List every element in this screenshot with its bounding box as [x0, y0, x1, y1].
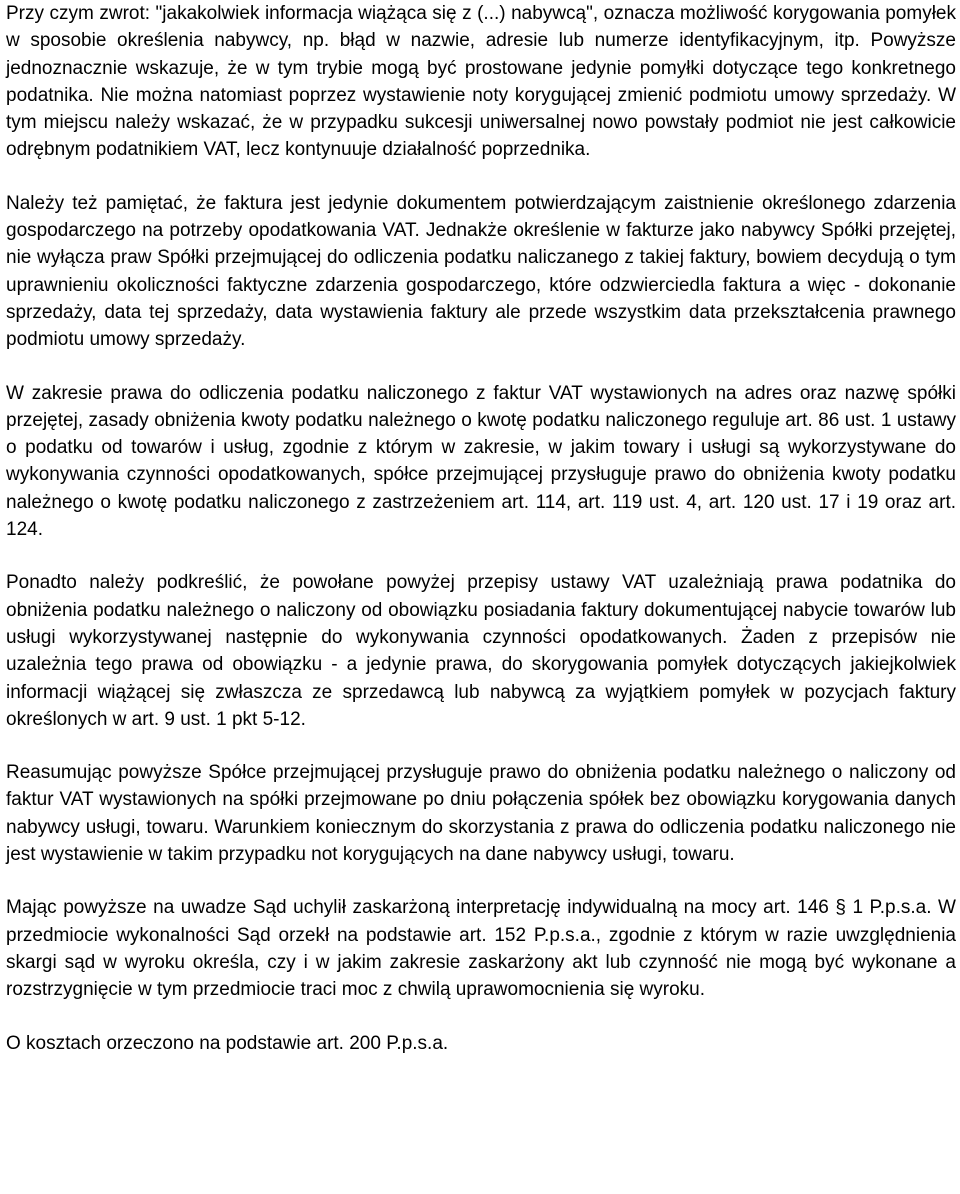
paragraph-3: W zakresie prawa do odliczenia podatku naliczonego z faktur VAT wystawionych na adres oraz nazwę spółki przejętej, zasady obniżenia kwoty podatku należnego o kwotę podatku naliczonego reguluje art. 86 ust. 1 ustawy o podatku od towarów i usług, zgodnie z którym w zakresie, w jakim towary i usługi są wykorzystywane do wykonywania czynności opodatkowanych, spółce przejmującej przysługuje prawo do obniżenia kwoty podatku należnego o kwotę podatku naliczonego z zastrzeżeniem art. 114, art. 119 ust. 4, art. 120 ust. 17 i 19 oraz art. 124.	[6, 382, 956, 541]
paragraph-6: Mając powyższe na uwadze Sąd uchylił zaskarżoną interpretację indywidualną na mocy art. 146 § 1 P.p.s.a. W przedmiocie wykonalności Sąd orzekł na podstawie art. 152 P.p.s.a., zgodnie z którym w razie uwzględnienia skargi sąd w wyroku określa, czy i w jakim zakresie zaskarżony akt lub czynność nie mogą być wykonane a rozstrzygnięcie w tym przedmiocie traci moc z chwilą uprawomocnienia się wyroku.	[6, 897, 956, 1001]
paragraph-2: Należy też pamiętać, że faktura jest jedynie dokumentem potwierdzającym zaistnienie określonego zdarzenia gospodarczego na potrzeby opodatkowania VAT. Jednakże określenie w fakturze jako nabywcy Spółki przejętej, nie wyłącza praw Spółki przejmującej do odliczenia podatku naliczanego z takiej faktury, bowiem decydują o tym uprawnieniu okoliczności faktyczne zdarzenia gospodarczego, które odzwierciedla faktura a więc - dokonanie sprzedaży, data tej sprzedaży, data wystawienia faktury ale przede wszystkim data przekształcenia prawnego podmiotu umowy sprzedaży.	[6, 192, 956, 351]
paragraph-4: Ponadto należy podkreślić, że powołane powyżej przepisy ustawy VAT uzależniają prawa podatnika do obniżenia podatku należnego o naliczony od obowiązku posiadania faktury dokumentującej nabycie towarów lub usługi wykorzystywanej następnie do wykonywania czynności opodatkowanych. Żaden z przepisów nie uzależnia tego prawa od obowiązku - a jedynie prawa, do skorygowania pomyłek dotyczących jakiejkolwiek informacji wiążącej się zwłaszcza ze sprzedawcą lub nabywcą za wyjątkiem pomyłek w pozycjach faktury określonych w art. 9 ust. 1 pkt 5-12.	[6, 572, 956, 730]
paragraph-5: Reasumując powyższe Spółce przejmującej przysługuje prawo do obniżenia podatku należnego o naliczony od faktur VAT wystawionych na spółki przejmowane po dniu połączenia spółek bez obowiązku korygowania danych nabywcy usługi, towaru. Warunkiem koniecznym do skorzystania z prawa do odliczenia podatku naliczonego nie jest wystawienie w takim przypadku not korygujących na dane nabywcy usługi, towaru.	[6, 762, 956, 866]
paragraph-7: O kosztach orzeczono na podstawie art. 200 P.p.s.a.	[6, 1032, 449, 1054]
document-page	[6, 0, 956, 1057]
paragraph-1: Przy czym zwrot: "jakakolwiek informacja wiążąca się z (...) nabywcą", oznacza możliwość korygowania pomyłek w sposobie określenia nabywcy, np. błąd w nazwie, adresie lub numerze identyfikacyjnym, itp. Powyższe jednoznacznie wskazuje, że w tym trybie mogą być prostowane jedynie pomyłki dotyczące tego konkretnego podatnika. Nie można natomiast poprzez wystawienie noty korygującej zmienić podmiotu umowy sprzedaży. W tym miejscu należy wskazać, że w przypadku sukcesji uniwersalnej nowo powstały podmiot nie jest całkowicie odrębnym podatnikiem VAT, lecz kontynuuje działalność poprzednika.	[6, 3, 956, 161]
